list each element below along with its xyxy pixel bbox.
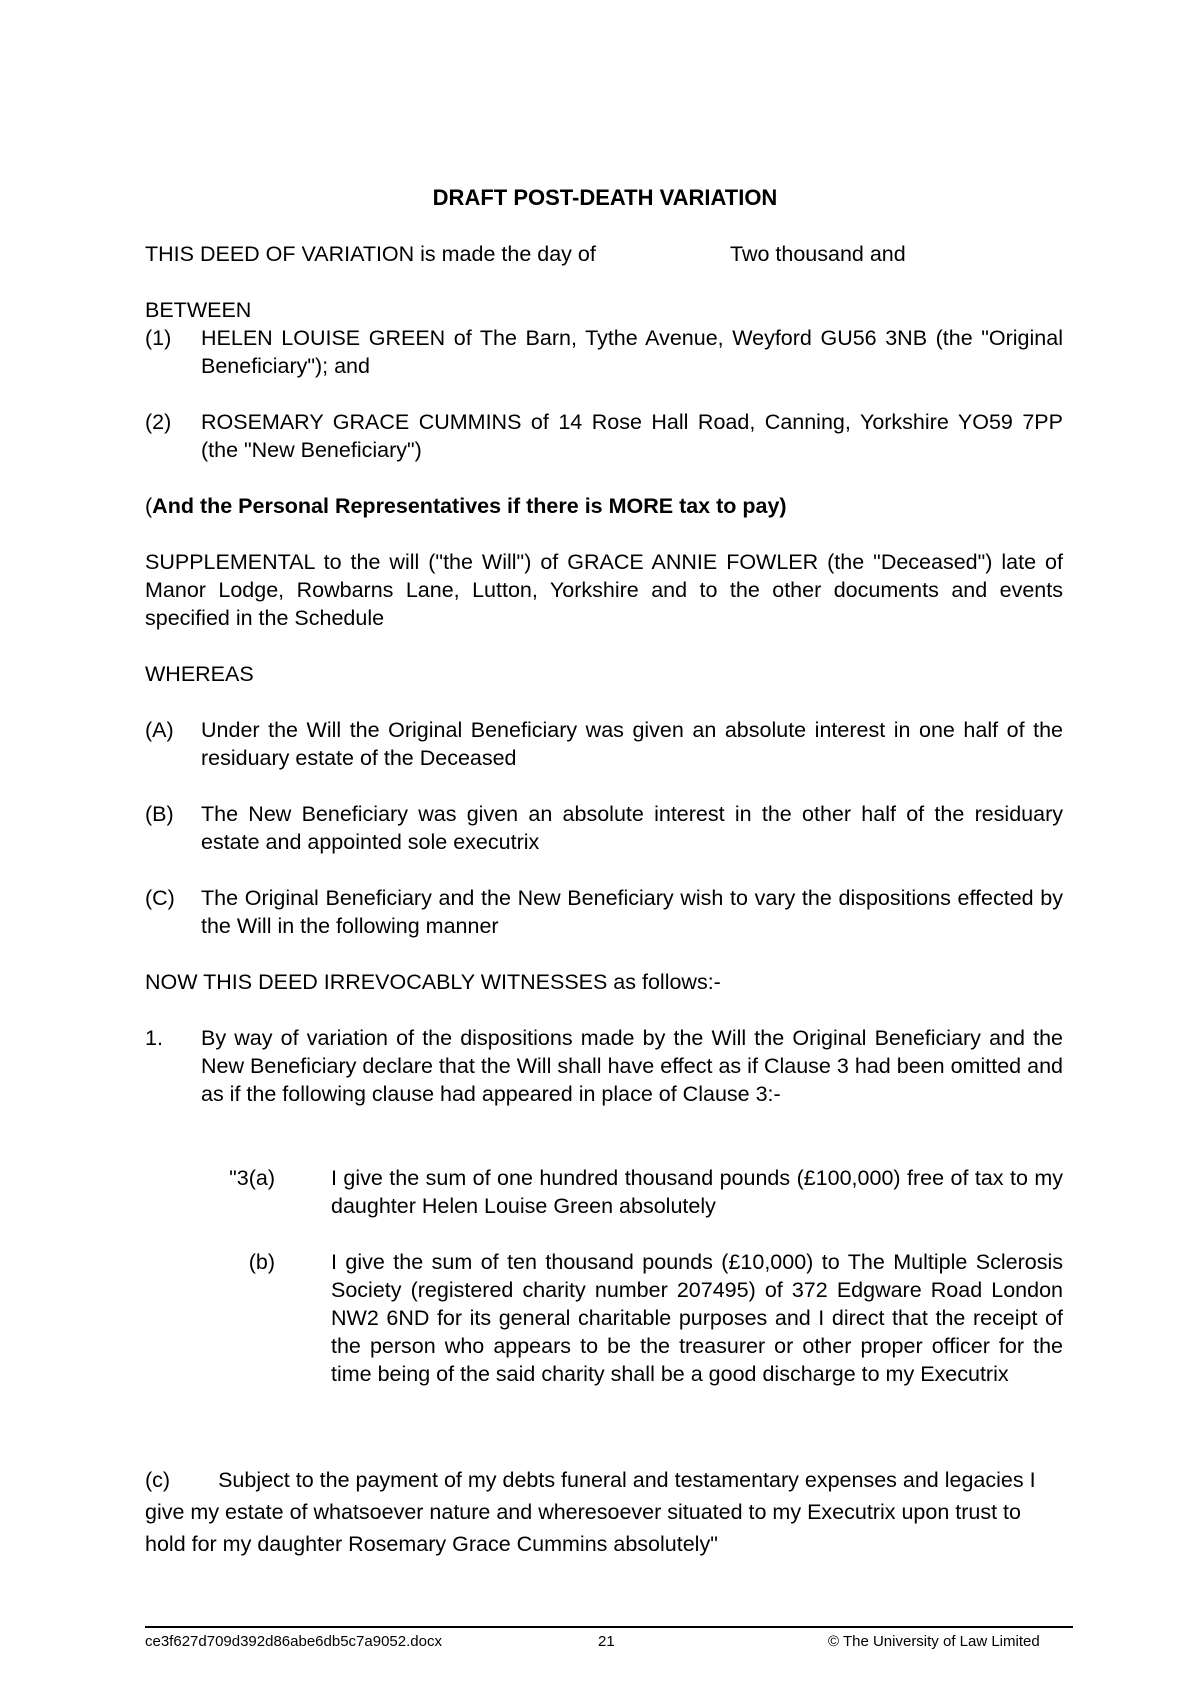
clause-1-number: 1. — [145, 1026, 163, 1050]
pr-note-open: ( — [145, 494, 153, 518]
party-1-text: HELEN LOUISE GREEN of The Barn, Tythe Avenue, Weyford GU56 3NB (the "Original Beneficiary"); and — [201, 326, 1063, 378]
subclause-3b-text: I give the sum of ten thousand pounds (£10,000) to The Multiple Sclerosis Society (registered charity number 207495) of 372 Edgware Road London NW2 6ND for its general charitable purposes and I direct that the receipt of the person who appears to be the treasurer or other proper officer for the time being of the said charity shall be a good discharge to my Executrix — [331, 1250, 1063, 1386]
subclause-3b — [145, 1248, 1063, 1416]
recital-c — [145, 884, 1063, 940]
footer-divider — [145, 1626, 1073, 1628]
party-2-text: ROSEMARY GRACE CUMMINS of 14 Rose Hall Road, Canning, Yorkshire YO59 7PP (the "New Beneficiary") — [201, 410, 1063, 462]
footer-copyright: © The University of Law Limited — [828, 1633, 1040, 1650]
deed-intro-text: THIS DEED OF VARIATION is made the day of — [145, 242, 596, 266]
party-2-number: (2) — [145, 410, 172, 434]
recital-b-number: (B) — [145, 802, 174, 826]
between-heading: BETWEEN — [145, 298, 252, 322]
supplemental-paragraph: SUPPLEMENTAL to the will ("the Will") of GRACE ANNIE FOWLER (the "Deceased") late of Manor Lodge, Rowbarns Lane, Lutton, Yorkshire and to the other documents and events specified in the Schedule — [145, 550, 1063, 630]
recital-b-text: The New Beneficiary was given an absolute interest in the other half of the residuary estate and appointed sole executrix — [201, 802, 1063, 854]
subclause-3c-number: (c) — [145, 1468, 171, 1492]
subclause-3b-number: (b) — [248, 1250, 275, 1274]
whereas-heading: WHEREAS — [145, 662, 254, 686]
recital-a-number: (A) — [145, 718, 174, 742]
subclause-3a-number: "3(a) — [229, 1166, 275, 1190]
recital-c-number: (C) — [145, 886, 175, 910]
personal-representatives-note — [145, 492, 1063, 520]
subclause-3c-text: Subject to the payment of my debts funeral and testamentary expenses and legacies I give my estate of whatsoever nature and wheresoever situated to my Executrix upon trust to hold for my daughter Rosemary Grace Cummins absolutely" — [145, 1468, 1036, 1556]
party-1-number: (1) — [145, 326, 172, 350]
deed-intro — [145, 240, 1063, 268]
party-2 — [145, 408, 1063, 464]
recital-c-text: The Original Beneficiary and the New Beneficiary wish to vary the dispositions effected by the Will in the following manner — [201, 886, 1063, 938]
document-page — [145, 0, 1065, 1698]
clause-1 — [145, 1024, 1063, 1136]
footer-page-number: 21 — [598, 1633, 615, 1650]
recital-b — [145, 800, 1063, 856]
recital-a — [145, 716, 1063, 772]
recital-a-text: Under the Will the Original Beneficiary was given an absolute interest in one half of the residuary estate of the Deceased — [201, 718, 1063, 770]
subclause-3a-text: I give the sum of one hundred thousand pounds (£100,000) free of tax to my daughter Helen Louise Green absolutely — [331, 1166, 1063, 1218]
subclause-3a — [145, 1164, 1063, 1220]
document-title: DRAFT POST-DEATH VARIATION — [432, 185, 778, 210]
footer-filename: ce3f627d709d392d86abe6db5c7a9052.docx — [145, 1633, 442, 1650]
subclause-3c — [145, 1464, 1063, 1560]
deed-intro-tail: Two thousand and — [730, 242, 906, 266]
clause-1-text: By way of variation of the dispositions made by the Will the Original Beneficiary and the New Beneficiary declare that the Will shall have effect as if Clause 3 had been omitted and as if the following clause had appeared in place of Clause 3:- — [201, 1026, 1063, 1106]
pr-note-text: And the Personal Representatives if there is MORE tax to pay) — [152, 494, 787, 518]
operative-heading: NOW THIS DEED IRREVOCABLY WITNESSES as follows:- — [145, 970, 721, 994]
party-1 — [145, 324, 1063, 380]
